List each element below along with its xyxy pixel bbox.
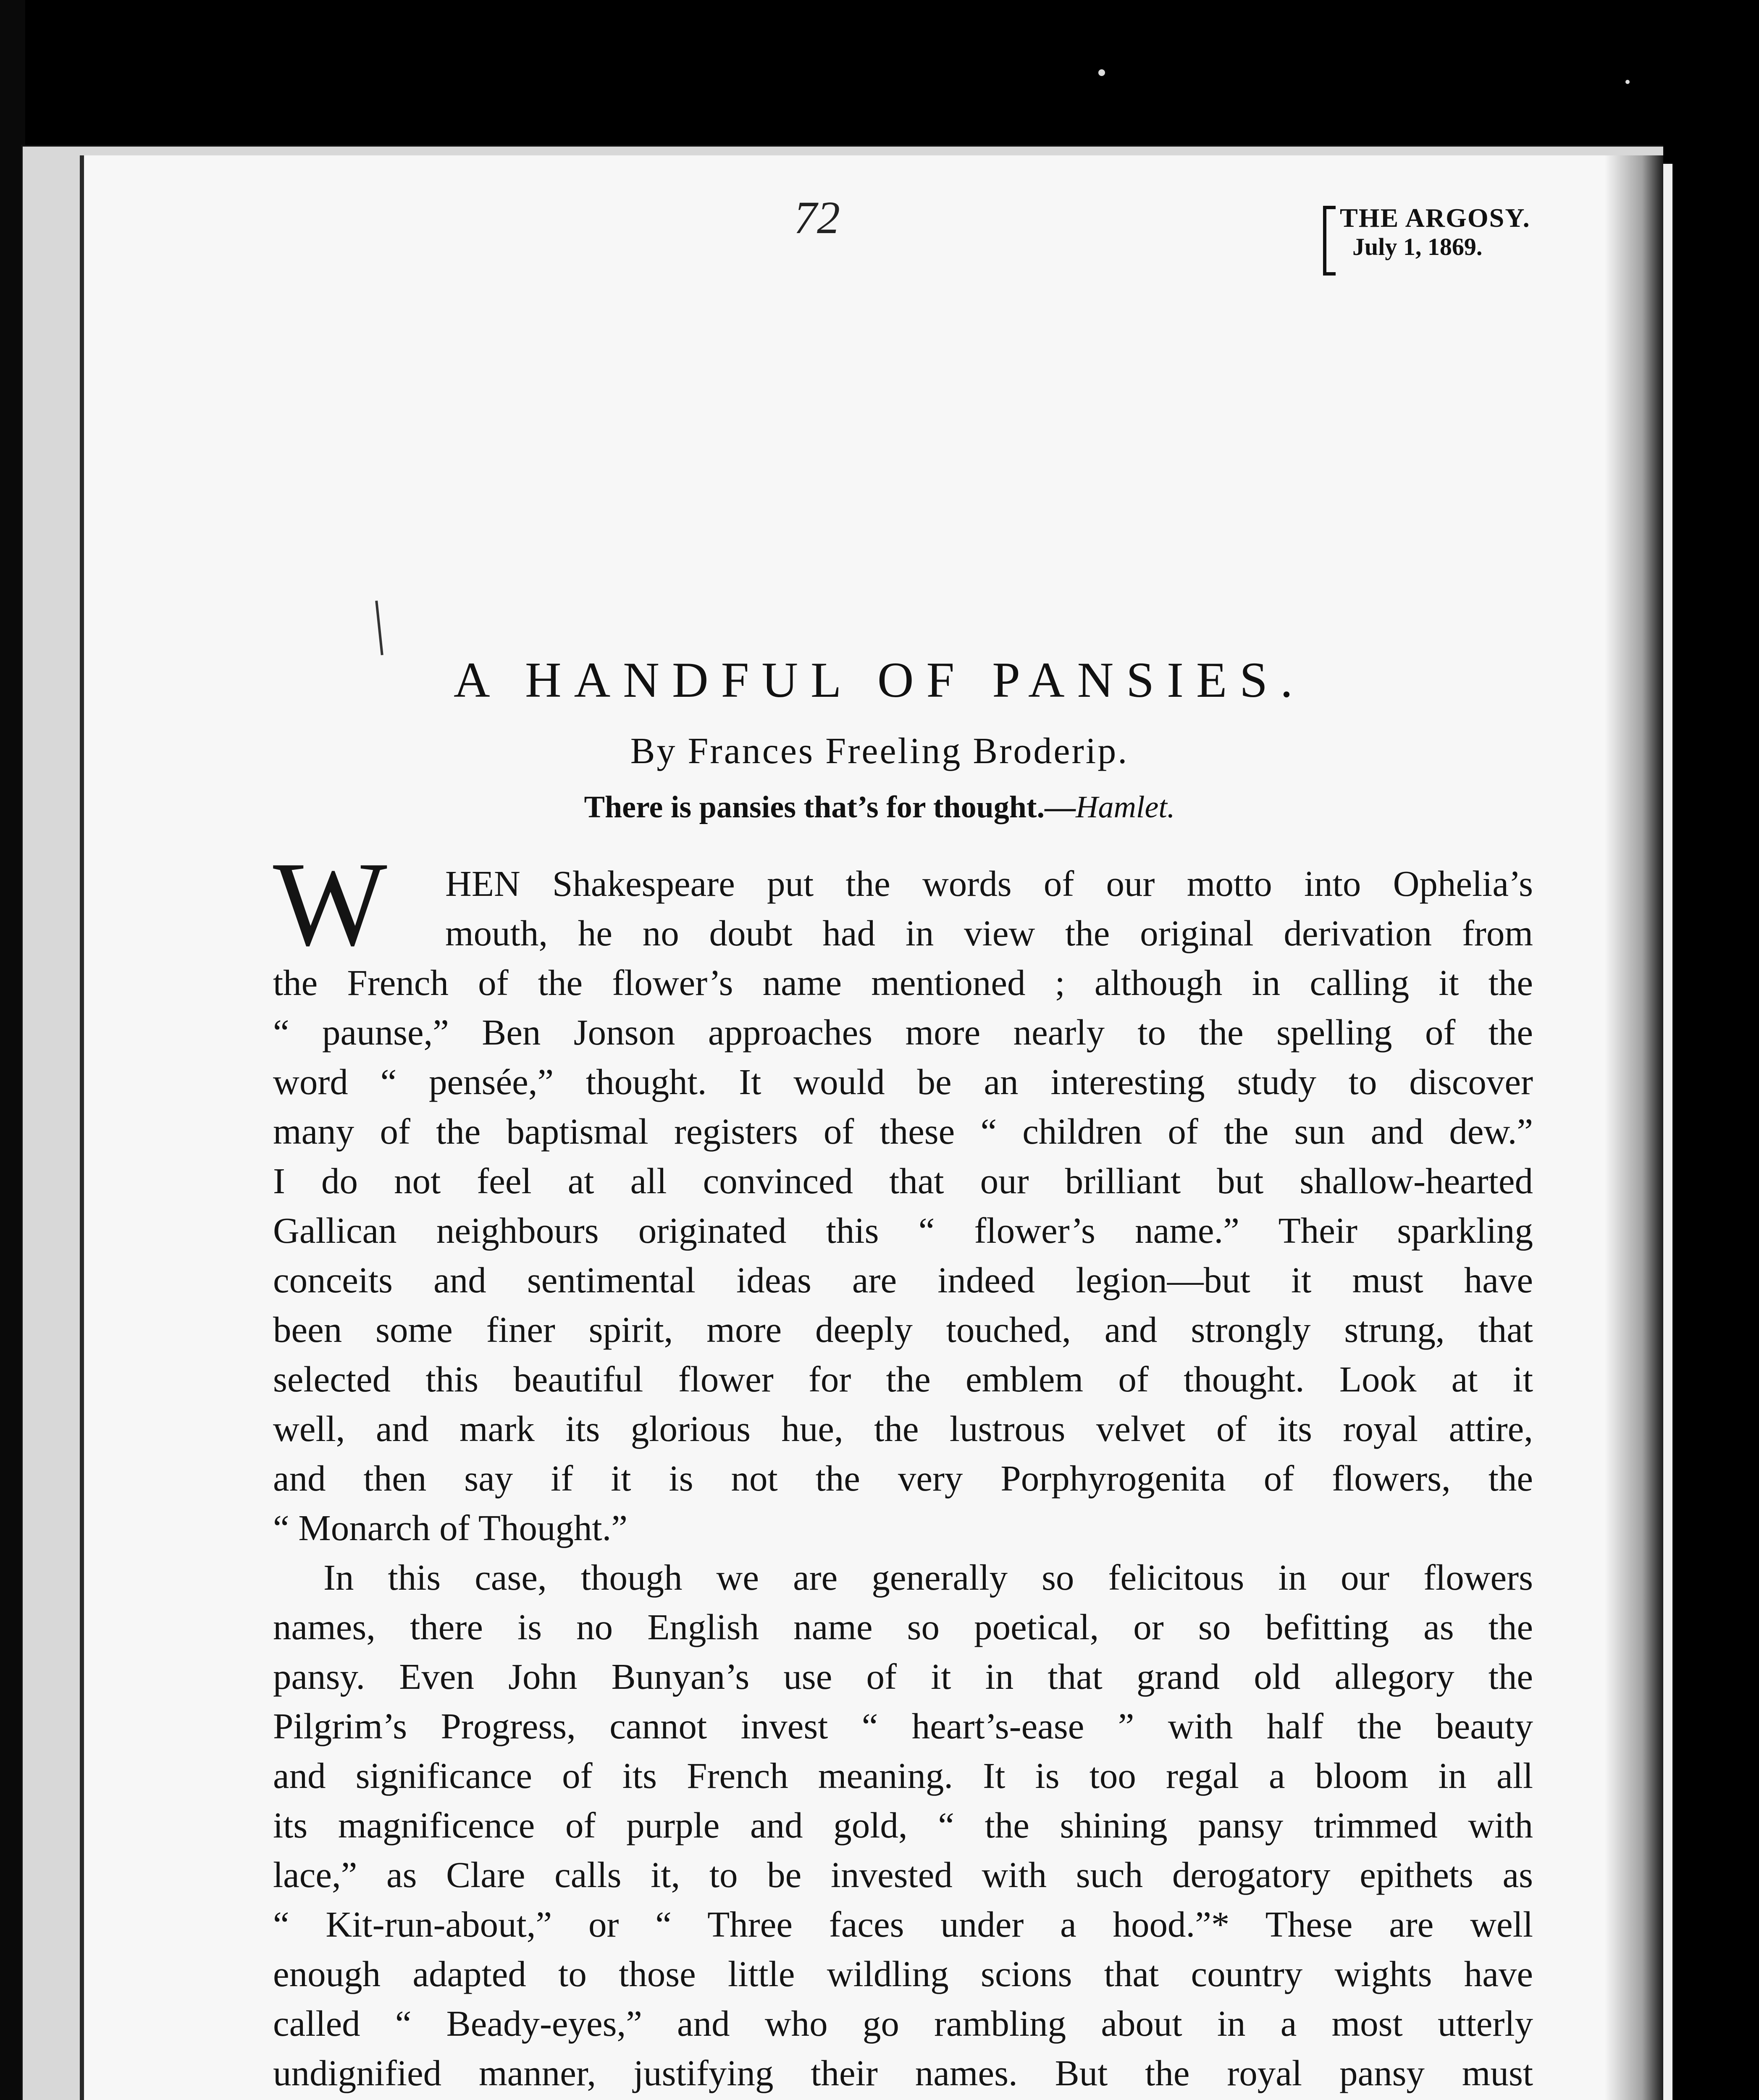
scan-speck — [1098, 69, 1105, 76]
body-line: conceits and sentimental ideas are indeed legion—but it must have — [273, 1260, 1533, 1300]
body-line: I do not feel at all convinced that our brilliant but shallow-hearted — [273, 1160, 1533, 1201]
magazine-name: THE ARGOSY. — [1340, 203, 1531, 233]
body-line: mouth, he no doubt had in view the original derivation from — [445, 913, 1533, 953]
drop-cap: W — [273, 837, 387, 971]
spine-shadow — [1604, 155, 1667, 2100]
body-line: undignified manner, justifying their names. But the royal pansy must — [273, 2053, 1533, 2093]
page-number: 72 — [794, 192, 840, 243]
body-line: been some finer spirit, more deeply touched, and strongly strung, that — [273, 1309, 1533, 1350]
body-line: “ paunse,” Ben Jonson approaches more nearly to the spelling of the — [273, 1012, 1533, 1053]
article-title: A HANDFUL OF PANSIES. — [453, 652, 1306, 708]
body-line: lace,” as Clare calls it, to be invested with such derogatory epithets as — [273, 1854, 1533, 1895]
body-line: “ Kit-run-about,” or “ Three faces under a hood.”* These are well — [273, 1904, 1533, 1945]
body-line: and then say if it is not the very Porphyrogenita of flowers, the — [273, 1458, 1533, 1499]
article-body — [273, 859, 1533, 2100]
body-line: the French of the flower’s name mentioned ; although in calling it the — [273, 962, 1533, 1003]
issue-date: July 1, 1869. — [1352, 233, 1483, 260]
epigraph-text: There is pansies that’s for thought.— — [584, 790, 1076, 824]
body-line: called “ Beady-eyes,” and who go rambling about in a most utterly — [273, 2003, 1533, 2044]
epigraph — [0, 790, 1759, 825]
scan-speck — [1625, 80, 1630, 84]
body-line: HEN Shakespeare put the words of our motto into Ophelia’s — [445, 863, 1533, 904]
body-line — [273, 2098, 1533, 2100]
right-binding — [1663, 0, 1759, 2100]
epigraph-source: Hamlet. — [1076, 790, 1175, 824]
body-line: well, and mark its glorious hue, the lustrous velvet of its royal attire, — [273, 1408, 1533, 1449]
body-line: its magnificence of purple and gold, “ the shining pansy trimmed with — [273, 1805, 1533, 1845]
body-line: Gallican neighbours originated this “ flower’s name.” Their sparkling — [273, 1210, 1533, 1251]
byline: By Frances Freeling Broderip. — [630, 731, 1129, 772]
body-line: enough adapted to those little wildling scions that country wights have — [273, 1953, 1533, 1994]
body-line: and significance of its French meaning. It is too regal a bloom in all — [273, 1755, 1533, 1796]
body-line: names, there is no English name so poetical, or so befitting as the — [273, 1606, 1533, 1647]
body-line: word “ pensée,” thought. It would be an interesting study to discover — [273, 1061, 1533, 1102]
body-line: Pilgrim’s Progress, cannot invest “ heart’s-ease ” with half the beauty — [273, 1706, 1533, 1746]
body-line: “ Monarch of Thought.” — [273, 1507, 628, 1548]
body-line: selected this beautiful flower for the emblem of thought. Look at it — [273, 1359, 1533, 1399]
body-line: In this case, though we are generally so felicitous in our flowers — [323, 1557, 1533, 1598]
next-page-edge — [1663, 164, 1672, 2100]
body-line: pansy. Even John Bunyan’s use of it in that grand old allegory the — [273, 1656, 1533, 1697]
body-line: many of the baptismal registers of these “ children of the sun and dew.” — [273, 1111, 1533, 1152]
header-bracket — [1323, 206, 1336, 276]
